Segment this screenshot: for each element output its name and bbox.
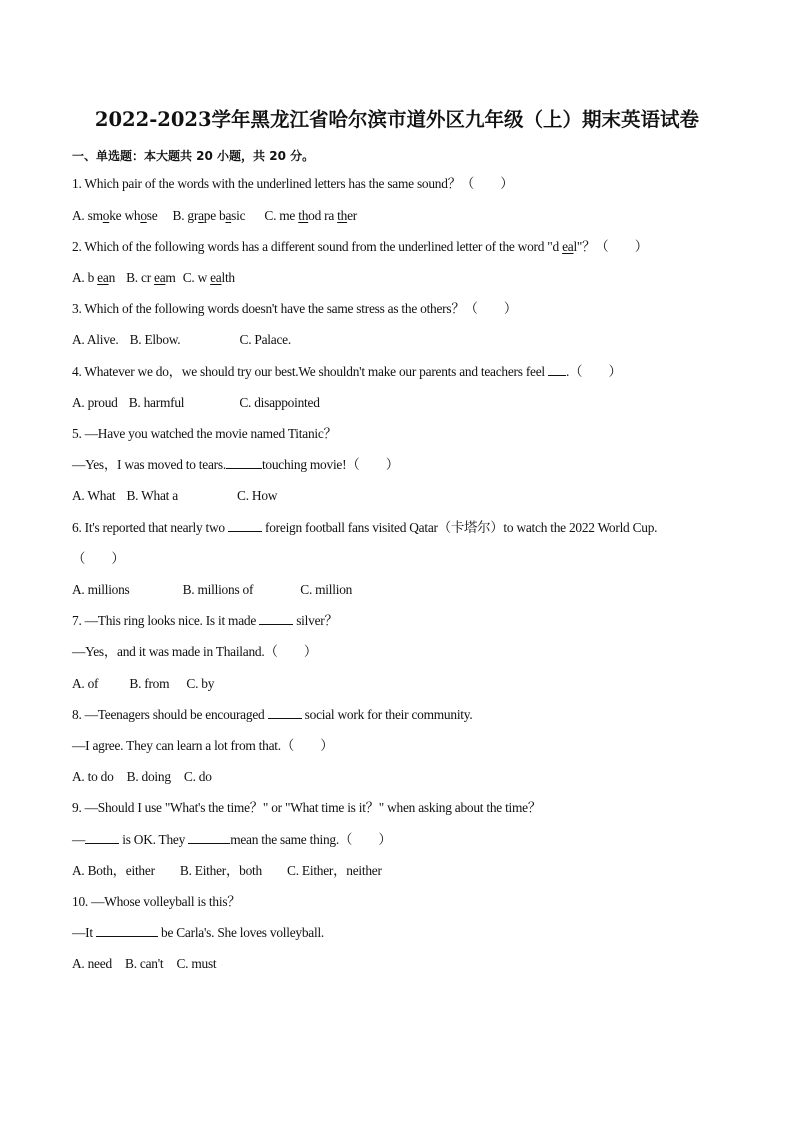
answer-blank — [548, 364, 566, 376]
question-1-stem: 1. Which pair of the words with the underlined letters has the same sound？（ ） — [72, 176, 514, 191]
option-c: C. Palace. — [239, 332, 291, 347]
option-a: A. b ean — [72, 270, 116, 285]
option-a: A. proud — [72, 395, 118, 410]
question-9-stem: 9. —Should I use "What's the time？" or "What time is it？" when asking about the time？ — [72, 800, 542, 815]
option-c: C. do — [183, 769, 212, 784]
question-10-options — [72, 956, 216, 972]
option-a: A. to do — [72, 769, 114, 784]
option-b: B. millions of — [182, 582, 254, 597]
option-c: C. Either，neither — [287, 863, 382, 878]
option-c: C. must — [176, 956, 217, 971]
question-10-stem: 10. —Whose volleyball is this？ — [72, 894, 241, 909]
option-c: C. w ealth — [182, 270, 235, 285]
answer-blank — [96, 925, 158, 937]
answer-blank — [228, 520, 262, 532]
option-b: B. What a — [126, 488, 178, 503]
option-b: B. cr eam — [126, 270, 176, 285]
answer-blank — [268, 707, 302, 719]
question-6-stem-line2: （ ） — [72, 551, 125, 566]
answer-blank — [259, 613, 293, 625]
question-8-options — [72, 769, 212, 785]
question-7-stem: 7. —This ring looks nice. Is it made silver？ — [72, 613, 338, 628]
question-8-reply: —I agree. They can learn a lot from that.（ ） — [72, 738, 334, 753]
answer-blank — [188, 832, 230, 844]
page-title: 2022-2023学年黑龙江省哈尔滨市道外区九年级（上）期末英语试卷 — [94, 108, 700, 131]
question-5-reply: —Yes，I was moved to tears. touching movie!（ ） — [72, 457, 399, 472]
question-6-stem: 6. It's reported that nearly two foreign football fans visited Qatar（卡塔尔）to watch the 2022 World Cup. — [72, 520, 658, 535]
question-9-reply: — is OK. They mean the same thing.（ ） — [72, 832, 392, 847]
question-10-reply: —It be Carla's. She loves volleyball. — [72, 925, 325, 940]
question-4-options — [72, 395, 320, 411]
option-b: B. grape basic — [172, 208, 246, 223]
option-b: B. harmful — [128, 395, 185, 410]
question-9-options — [72, 863, 382, 879]
question-7-reply: —Yes，and it was made in Thailand.（ ） — [72, 644, 318, 659]
option-c: C. me thod ra ther — [264, 208, 357, 223]
question-3-options — [72, 332, 291, 348]
option-a: A. What — [72, 488, 116, 503]
question-1-options — [72, 208, 357, 224]
question-7-options — [72, 676, 214, 692]
question-2-stem: 2. Which of the following words has a different sound from the underlined letter of the word "d eal"？（ ） — [72, 239, 648, 254]
question-4-stem: 4. Whatever we do，we should try our best.We shouldn't make our parents and teachers feel .（ ） — [72, 364, 622, 379]
option-a: A. smoke whose — [72, 208, 158, 223]
answer-blank — [226, 457, 262, 469]
option-b: B. Elbow. — [129, 332, 181, 347]
option-a: A. need — [72, 956, 112, 971]
question-5-stem: 5. —Have you watched the movie named Titanic？ — [72, 426, 337, 441]
answer-blank — [85, 832, 119, 844]
option-c: C. by — [186, 676, 215, 691]
question-5-options — [72, 488, 277, 504]
option-b: B. doing — [126, 769, 171, 784]
option-b: B. from — [129, 676, 170, 691]
question-8-stem: 8. —Teenagers should be encouraged social work for their community. — [72, 707, 473, 722]
option-a: A. of — [72, 676, 99, 691]
option-c: C. million — [300, 582, 353, 597]
option-b: B. can't — [125, 956, 164, 971]
option-b: B. Either，both — [179, 863, 262, 878]
question-6-options — [72, 582, 352, 598]
question-3-stem: 3. Which of the following words doesn't have the same stress as the others？（ ） — [72, 301, 518, 316]
option-a: A. Alive. — [72, 332, 119, 347]
question-2-options — [72, 270, 235, 286]
option-a: A. millions — [72, 582, 130, 597]
option-c: C. disappointed — [239, 395, 320, 410]
section-heading: 一、单选题：本大题共 20 小题，共 20 分。 — [72, 149, 315, 163]
option-a: A. Both，either — [72, 863, 155, 878]
option-c: C. How — [237, 488, 278, 503]
